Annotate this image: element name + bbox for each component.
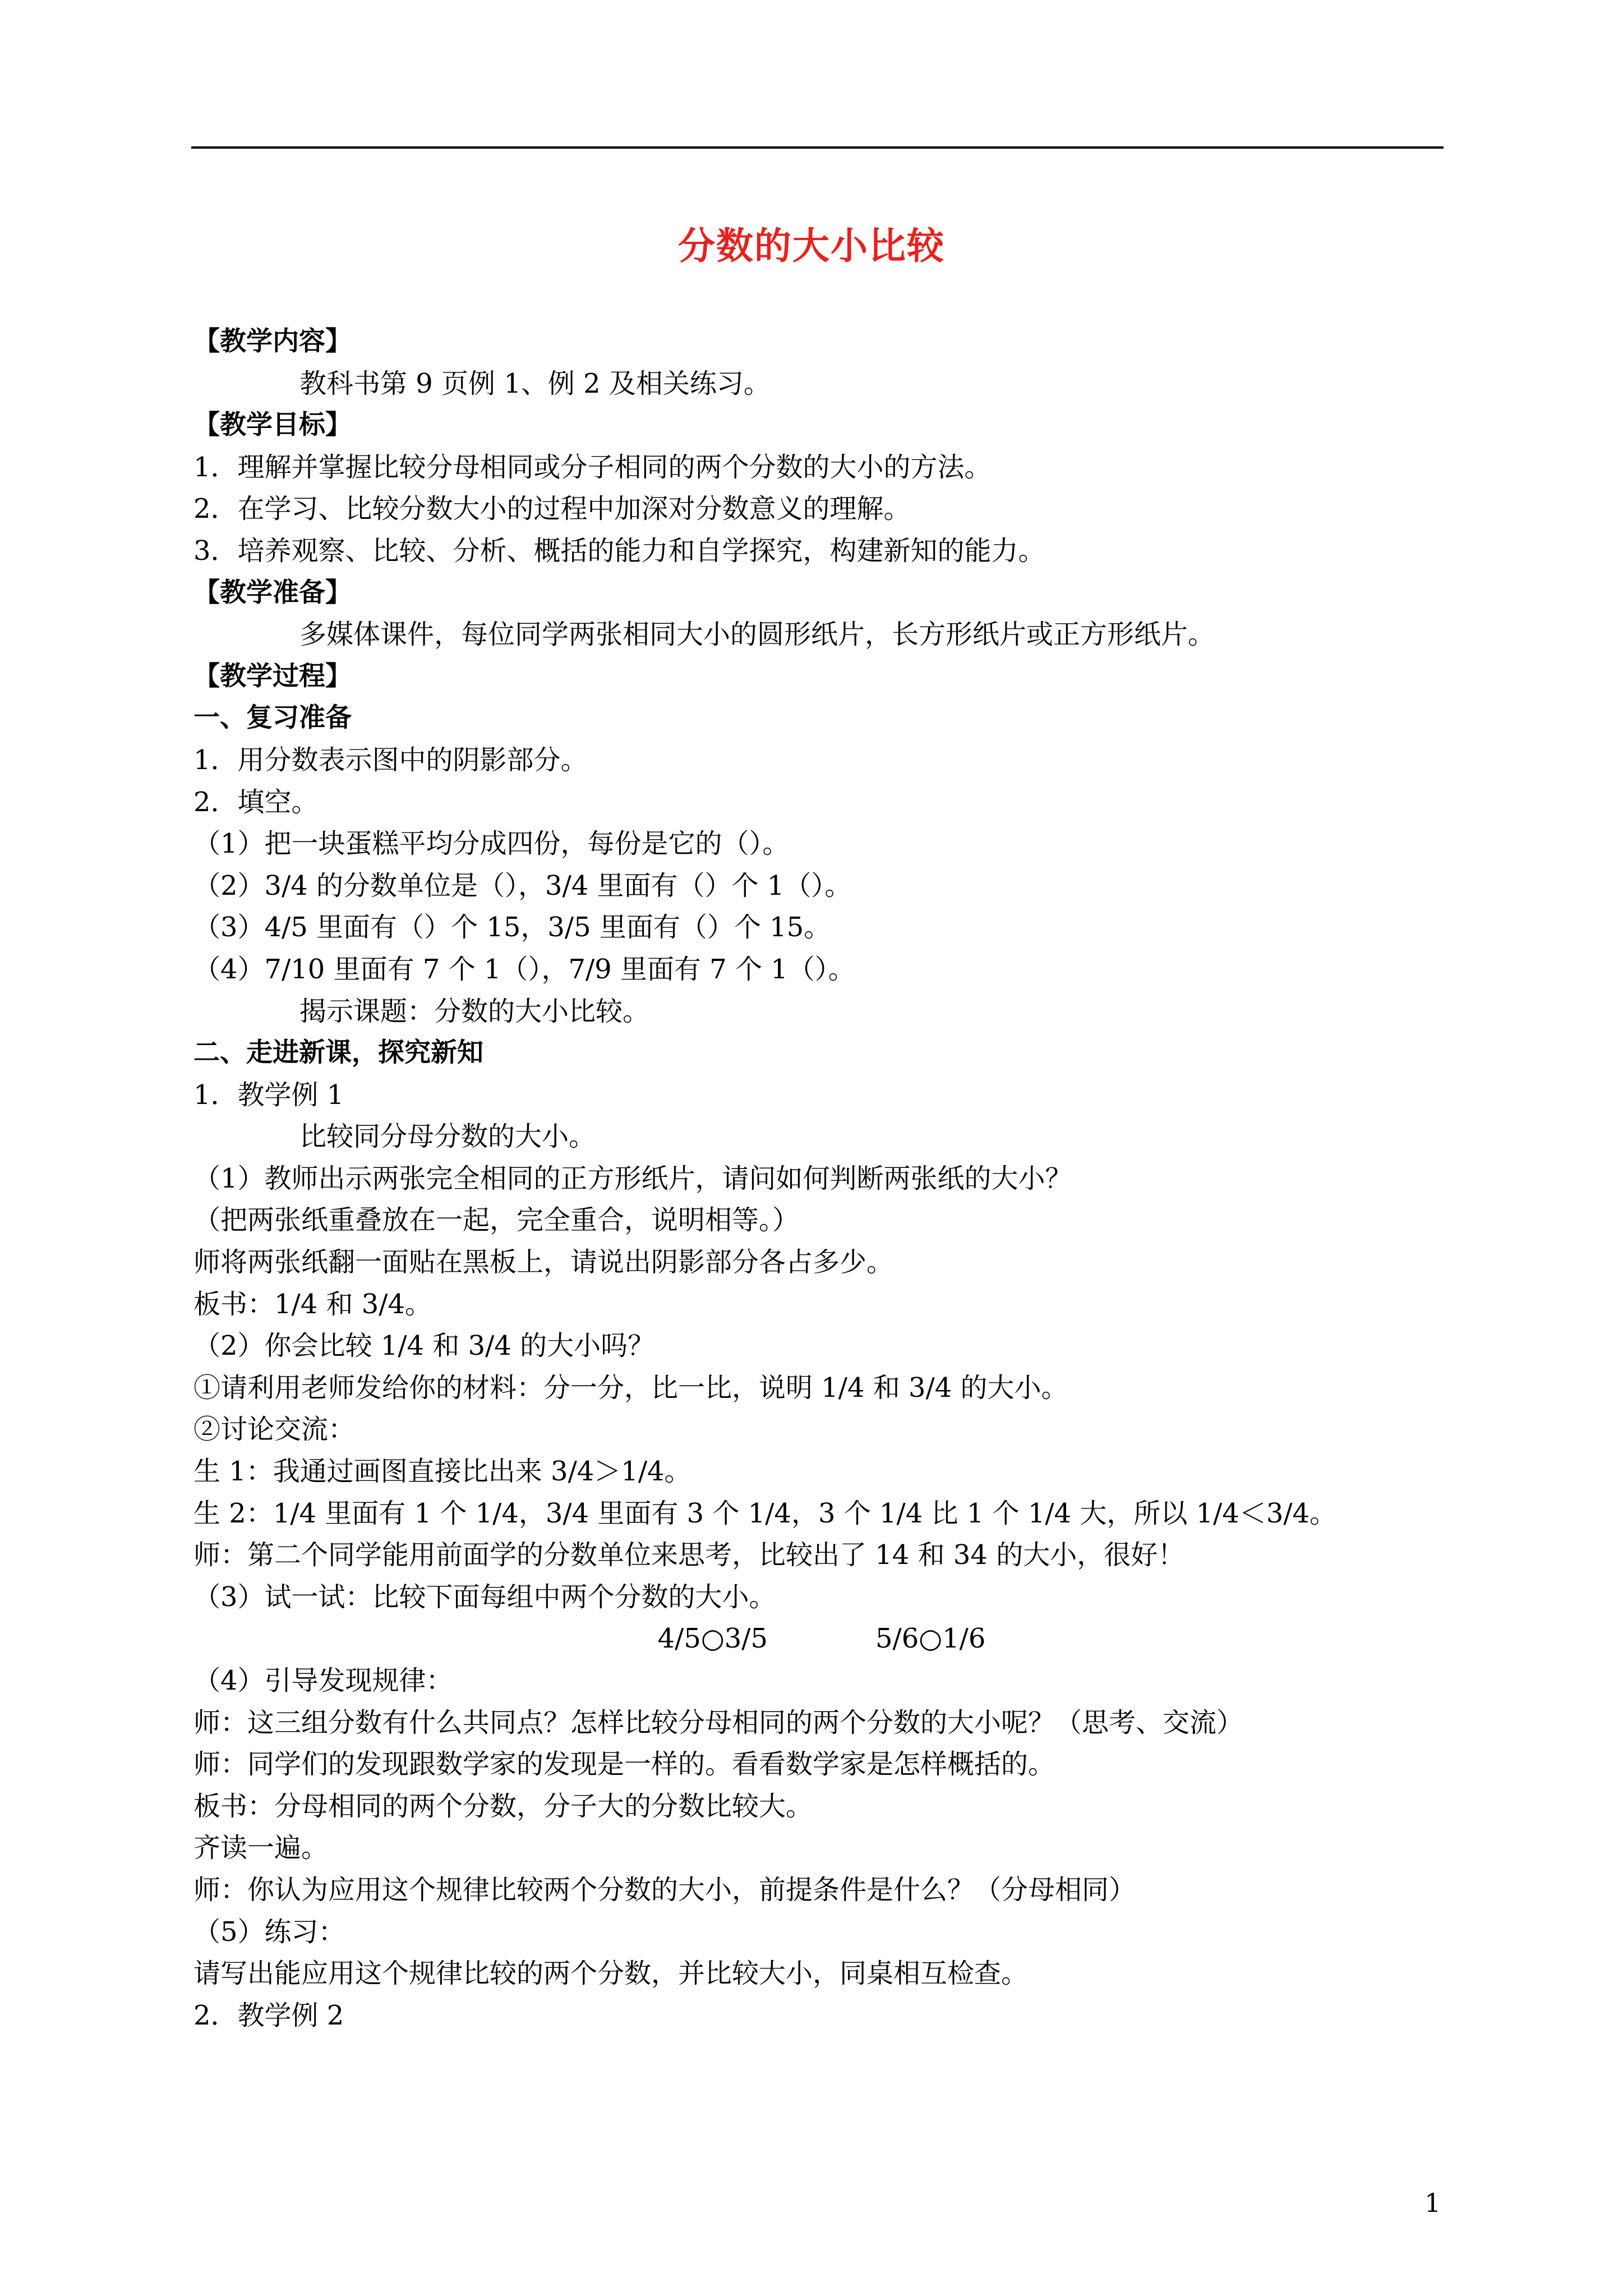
text-line: 教科书第 9 页例 1、例 2 及相关练习。 (299, 367, 771, 399)
text-line: 齐读一遍。 (193, 1832, 329, 1864)
text-line: ①请利用老师发给你的材料：分一分，比一比，说明 1/4 和 3/4 的大小。 (193, 1372, 1068, 1404)
text-line: ②讨论交流： (193, 1414, 356, 1446)
text-line: 揭示课题：分数的大小比较。 (299, 995, 650, 1027)
section-heading: 【教学目标】 (193, 409, 352, 441)
text-line: 师：你认为应用这个规律比较两个分数的大小，前提条件是什么？（分母相同） (193, 1874, 1136, 1906)
section-heading: 【教学内容】 (193, 326, 352, 357)
text-line: 板书：1/4 和 3/4。 (193, 1288, 432, 1320)
text-line: 2．教学例 2 (193, 1999, 344, 2031)
text-line: （2）3/4 的分数单位是（），3/4 里面有（）个 1（）。 (193, 869, 852, 901)
section-heading: 【教学准备】 (193, 577, 352, 608)
text-line: （1）教师出示两张完全相同的正方形纸片，请问如何判断两张纸的大小？ (193, 1162, 1072, 1194)
text-line: 师：这三组分数有什么共同点？怎样比较分母相同的两个分数的大小呢？（思考、交流） (193, 1706, 1244, 1738)
section-heading: 二、走进新课，探究新知 (193, 1037, 483, 1069)
section-heading: 一、复习准备 (193, 702, 352, 734)
text-line: 师：同学们的发现跟数学家的发现是一样的。看看数学家是怎样概括的。 (193, 1749, 1055, 1780)
text-line: 生 1：我通过画图直接比出来 3/4＞1/4。 (193, 1456, 691, 1488)
text-line: 板书：分母相同的两个分数，分子大的分数比较大。 (193, 1790, 813, 1822)
text-line: 生 2：1/4 里面有 1 个 1/4，3/4 里面有 3 个 1/4，3 个 1/4 比 1 个 1/4 大，所以 1/4＜3/4。 (193, 1497, 1337, 1529)
text-line: （3）4/5 里面有（）个 15，3/5 里面有（）个 15。 (193, 912, 831, 944)
text-line: 2．填空。 (193, 786, 319, 818)
text-line: （3）试一试：比较下面每组中两个分数的大小。 (193, 1581, 776, 1613)
text-line: 师：第二个同学能用前面学的分数单位来思考，比较出了 14 和 34 的大小，很好！ (193, 1539, 1185, 1571)
text-line: 请写出能应用这个规律比较的两个分数，并比较大小，同桌相互检查。 (193, 1958, 1029, 1990)
text-line: 1．理解并掌握比较分母相同或分子相同的两个分数的大小的方法。 (193, 451, 992, 483)
text-line: 2．在学习、比较分数大小的过程中加深对分数意义的理解。 (193, 493, 911, 525)
text-line: （1）把一块蛋糕平均分成四份，每份是它的（）。 (193, 828, 790, 860)
text-line: 1．用分数表示图中的阴影部分。 (193, 744, 588, 776)
text-line: 1．教学例 1 (193, 1079, 344, 1111)
text-line: 4/5○3/5 5/6○1/6 (657, 1623, 986, 1655)
text-line: （把两张纸重叠放在一起，完全重合，说明相等。） (193, 1204, 800, 1236)
header-rule (191, 146, 1444, 149)
text-line: 3．培养观察、比较、分析、概括的能力和自学探究，构建新知的能力。 (193, 535, 1045, 567)
text-line: （5）练习： (193, 1916, 345, 1948)
text-line: 多媒体课件，每位同学两张相同大小的圆形纸片，长方形纸片或正方形纸片。 (299, 619, 1215, 651)
text-line: （4）引导发现规律： (193, 1665, 453, 1696)
text-line: 比较同分母分数的大小。 (299, 1121, 596, 1153)
document-title: 分数的大小比较 (678, 224, 945, 268)
text-line: 师将两张纸翻一面贴在黑板上，请说出阴影部分各占多少。 (193, 1246, 894, 1278)
section-heading: 【教学过程】 (193, 660, 352, 692)
page-number: 1 (1424, 2188, 1441, 2218)
document-body (193, 321, 1450, 2036)
text-line: （4）7/10 里面有 7 个 1（），7/9 里面有 7 个 1（）。 (193, 953, 855, 985)
text-line: （2）你会比较 1/4 和 3/4 的大小吗？ (193, 1330, 655, 1362)
